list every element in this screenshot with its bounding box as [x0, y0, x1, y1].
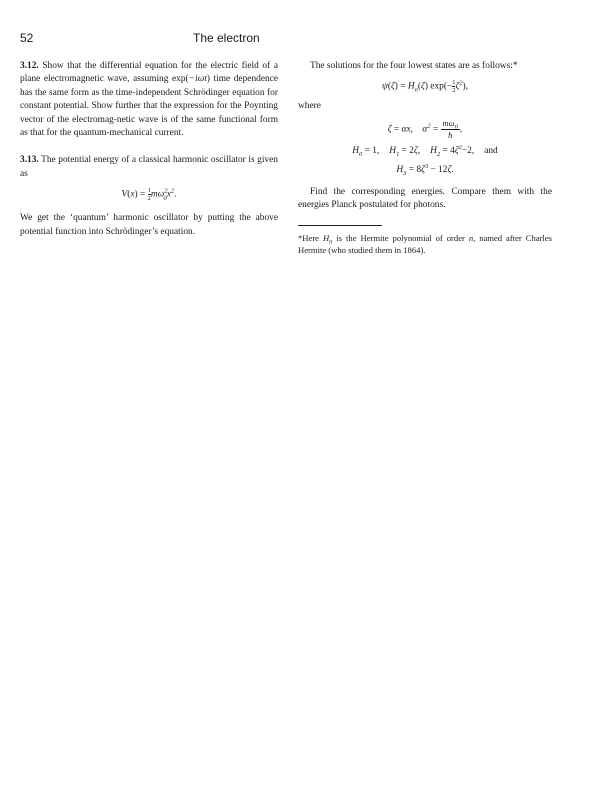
footnote-text: , named after Charles Hermite (who studied them in 1864). — [298, 232, 552, 255]
where-label: where — [298, 101, 321, 112]
page-number: 52 — [20, 31, 34, 45]
footnote-text: *Here — [298, 232, 323, 243]
problem-3-13 — [20, 154, 278, 181]
left-column — [20, 60, 278, 239]
problem-text: The potential energy of a classical harmonic oscillator is given as — [20, 155, 278, 179]
footnote-rule — [298, 225, 382, 226]
right-column — [298, 60, 552, 256]
problem-text-cont: ) time dependence has the same form as the time-independent Schrödinger equation for constant potential. Show further that the expression for the Poynting vector of the electromag-netic wave is of the same functional form as that for the quantum-mechanical current. — [20, 74, 278, 139]
oscillator-paragraph: We get the ‘quantum’ harmonic oscillator by putting the above potential function into Schrödinger’s equation. — [20, 213, 278, 237]
solutions-intro: The solutions for the four lowest states are as follows:* — [310, 61, 518, 71]
problem-text: Show that the differential equation for the electric field of a plane electromagnetic wave, assuming exp( — [20, 61, 278, 85]
problem-3-12 — [20, 60, 278, 140]
hermite-polynomials-row-2: $H_3 = 8\zeta^3 - 12\zeta$. — [396, 163, 454, 178]
potential-energy-equation: V(x) = $\frac{1}{2}$ $m\omega^2_0x^2$. — [121, 187, 177, 203]
closing-question: Find the corresponding energies. Compare them with the energies Planck postulated for photons. — [298, 186, 552, 211]
variable-definitions: ζ = αx, $\alpha^2$ = $\frac{m\omega_0}{ħ}$ , — [387, 117, 463, 140]
footnote-order: n — [468, 232, 474, 243]
and-word: and — [484, 145, 498, 156]
footnote-symbol: H — [322, 232, 330, 243]
exp-argument: −iωt — [188, 74, 207, 85]
footnote — [298, 232, 552, 256]
problem-number: 3.13. — [20, 155, 39, 166]
footnote-text: is the Hermite polynomial of order — [332, 232, 469, 243]
footnote-subscript: n — [329, 238, 333, 246]
hermite-polynomials-row-1: $H_0 = 1$, $H_1 = 2\zeta$, $H_2 = 4\zeta^2-2$, and — [352, 143, 498, 158]
running-header-title: The electron — [193, 31, 260, 45]
problem-number: 3.12. — [20, 61, 39, 71]
wavefunction-equation: $\psi(\zeta) = H_n(\zeta)$ exp(− $\frac{1}{2}$ $\zeta^2$), — [382, 79, 468, 95]
